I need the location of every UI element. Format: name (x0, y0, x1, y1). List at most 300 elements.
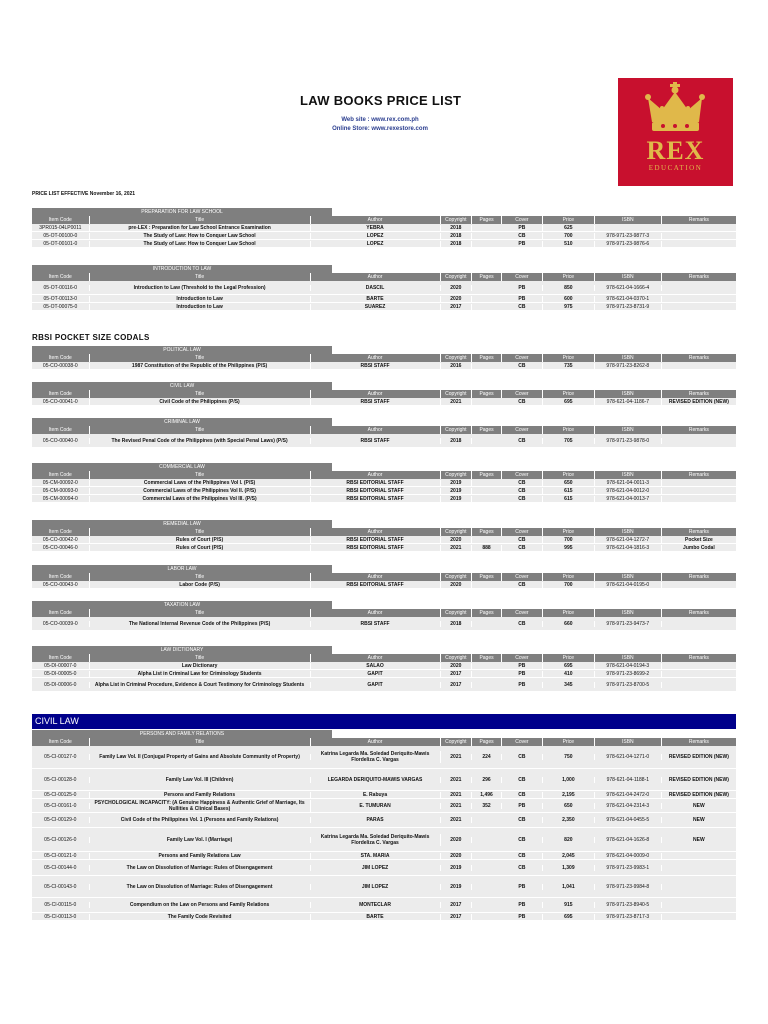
table-row (32, 224, 736, 232)
section-preparation-for-law-school (32, 208, 736, 248)
cell-author: RBSI STAFF (311, 399, 441, 405)
cell-item-code: 05-DI-00005-0 (32, 671, 90, 677)
column-header-author: Author (311, 471, 441, 479)
cell-copyright: 2021 (441, 754, 473, 760)
column-header-cover: Cover (502, 426, 543, 434)
column-header-title: Title (90, 609, 311, 617)
cell-pages: 888 (472, 545, 502, 551)
cell-author: STA. MARIA (311, 853, 441, 859)
cell-copyright: 2018 (441, 621, 473, 627)
column-header-pages: Pages (472, 609, 502, 617)
column-header-isbn: ISBN (595, 273, 662, 281)
cell-cover: PB (502, 884, 543, 890)
cell-price: 600 (543, 296, 595, 302)
table-row (32, 860, 736, 876)
table-row (32, 791, 736, 799)
column-header-price: Price (543, 573, 595, 581)
column-header-remarks: Remarks (688, 391, 709, 397)
table-header (32, 471, 736, 479)
table-row (32, 398, 736, 406)
cell-cover: CB (502, 399, 543, 405)
cell-title: Family Law Vol. III (Children) (90, 777, 311, 783)
table-row (32, 303, 736, 311)
column-header-remarks: Remarks (688, 472, 709, 478)
section-persons-and-family-relations (32, 730, 736, 921)
column-header-copyright: Copyright (441, 609, 473, 617)
cell-price: 345 (543, 682, 595, 688)
cell-item-code: 05-OT-00100-0 (32, 233, 90, 239)
column-header-isbn: ISBN (595, 216, 662, 224)
column-header-isbn: ISBN (595, 390, 662, 398)
cell-isbn: 978-621-04-1626-8 (595, 837, 662, 843)
cell-isbn: 978-971-23-8940-5 (595, 902, 662, 908)
cell-cover: CB (502, 488, 543, 494)
table-header (32, 573, 736, 581)
effective-date: PRICE LIST EFFECTIVE November 16, 2021 (32, 191, 136, 197)
cell-item-code: 05-CO-00046-0 (32, 545, 90, 551)
logo-wordmark: REX (646, 136, 705, 165)
cell-cover: PB (502, 902, 543, 908)
cell-price: 625 (543, 225, 595, 231)
column-header-remarks: Remarks (688, 274, 709, 280)
cell-remarks: Jumbo Codal (683, 544, 715, 551)
column-header-remarks: Remarks (688, 739, 709, 745)
column-header-item-code: Item Code (32, 426, 90, 434)
cell-author: RBSI EDITORIAL STAFF (311, 496, 441, 502)
cell-item-code: 05-OT-00116-0 (32, 285, 90, 291)
column-header-author: Author (311, 738, 441, 746)
cell-title: pre-LEX : Preparation for Law School Entrance Examination (90, 225, 311, 231)
cell-author: RBSI EDITORIAL STAFF (311, 582, 441, 588)
cell-item-code: 05-OT-00113-0 (32, 296, 90, 302)
section-label-row (32, 346, 736, 354)
column-header-item-code: Item Code (32, 654, 90, 662)
cell-cover: PB (502, 225, 543, 231)
section-label: TAXATION LAW (32, 601, 332, 609)
cell-isbn: 978-621-04-1188-1 (595, 777, 662, 783)
cell-isbn: 978-621-04-0013-7 (595, 496, 662, 502)
cell-pages: 1,496 (472, 792, 502, 798)
column-header-isbn: ISBN (595, 426, 662, 434)
section-remedial-law (32, 520, 736, 552)
table-header (32, 654, 736, 662)
column-header-pages: Pages (472, 354, 502, 362)
cell-title: The Law on Dissolution of Marriage: Rules of Disengagement (90, 865, 311, 871)
cell-cover: CB (502, 582, 543, 588)
cell-copyright: 2017 (441, 304, 473, 310)
table-row (32, 913, 736, 921)
column-header-copyright: Copyright (441, 471, 473, 479)
cell-author: LOPEZ (311, 241, 441, 247)
column-header-item-code: Item Code (32, 609, 90, 617)
column-header-remarks: Remarks (688, 355, 709, 361)
column-header-pages: Pages (472, 471, 502, 479)
column-header-author: Author (311, 654, 441, 662)
cell-item-code: 05-CI-00144-0 (32, 865, 90, 871)
cell-copyright: 2019 (441, 488, 473, 494)
column-header-title: Title (90, 390, 311, 398)
column-header-cover: Cover (502, 354, 543, 362)
cell-title: Persons and Family Relations (90, 792, 311, 798)
cell-isbn: 978-621-04-0195-0 (595, 582, 662, 588)
table-row (32, 852, 736, 860)
cell-author: RBSI STAFF (311, 363, 441, 369)
table-row (32, 746, 736, 769)
cell-author: RBSI EDITORIAL STAFF (311, 537, 441, 543)
cell-item-code: 05-CI-00121-0 (32, 853, 90, 859)
column-header-isbn: ISBN (595, 609, 662, 617)
cell-author: RBSI EDITORIAL STAFF (311, 488, 441, 494)
column-header-isbn: ISBN (595, 354, 662, 362)
cell-item-code: 05-CM-00093-0 (32, 488, 90, 494)
cell-cover: CB (502, 777, 543, 783)
cell-author: RBSI EDITORIAL STAFF (311, 545, 441, 551)
cell-title: Rules of Court (P/S) (90, 537, 311, 543)
column-header-author: Author (311, 609, 441, 617)
cell-copyright: 2017 (441, 914, 473, 920)
cell-title: The Family Code Revisited (90, 914, 311, 920)
section-law-dictionary (32, 646, 736, 692)
cell-item-code: 05-OT-00101-0 (32, 241, 90, 247)
table-row (32, 581, 736, 589)
section-label: CIVIL LAW (32, 382, 332, 390)
cell-author: Katrina Legarda Ma. Soledad Deriquito-Mawis Flordeliza C. Vargas (311, 834, 441, 846)
cell-author: GAPIT (311, 682, 441, 688)
cell-remarks: REVISED EDITION (NEW) (668, 398, 729, 405)
cell-isbn: 978-971-23-9473-7 (595, 621, 662, 627)
cell-item-code: 05-CI-00125-0 (32, 792, 90, 798)
cell-isbn: 978-971-23-8731-9 (595, 304, 662, 310)
cell-isbn: 978-621-04-0370-1 (595, 296, 662, 302)
table-header (32, 390, 736, 398)
column-header-author: Author (311, 273, 441, 281)
cell-cover: PB (502, 285, 543, 291)
column-header-title: Title (90, 273, 311, 281)
cell-price: 700 (543, 233, 595, 239)
section-label-row (32, 730, 736, 738)
column-header-author: Author (311, 426, 441, 434)
table-row (32, 487, 736, 495)
cell-author: E. TUMURAN (311, 803, 441, 809)
column-header-cover: Cover (502, 573, 543, 581)
cell-price: 705 (543, 438, 595, 444)
cell-item-code: 05-CO-00039-0 (32, 621, 90, 627)
cell-item-code: 05-CO-00043-0 (32, 582, 90, 588)
column-header-item-code: Item Code (32, 390, 90, 398)
cell-price: 820 (543, 837, 595, 843)
cell-price: 735 (543, 363, 595, 369)
cell-title: Introduction to Law (90, 296, 311, 302)
cell-copyright: 2020 (441, 663, 473, 669)
cell-isbn: 978-621-04-1272-7 (595, 537, 662, 543)
table-row (32, 769, 736, 791)
section-introduction-to-law (32, 265, 736, 311)
table-row (32, 617, 736, 631)
table-row (32, 281, 736, 295)
cell-title: The Study of Law: How to Conquer Law School (90, 233, 311, 239)
cell-cover: CB (502, 837, 543, 843)
cell-copyright: 2017 (441, 671, 473, 677)
cell-item-code: 05-DI-00006-0 (32, 682, 90, 688)
table-row (32, 799, 736, 813)
cell-price: 700 (543, 582, 595, 588)
cell-title: Labor Code (P/S) (90, 582, 311, 588)
cell-title: Commercial Laws of the Philippines Vol III. (P/S) (90, 496, 311, 502)
cell-remarks: NEW (693, 836, 705, 843)
table-row (32, 240, 736, 248)
cell-isbn: 978-971-23-9877-3 (595, 233, 662, 239)
page-title: LAW BOOKS PRICE LIST (300, 93, 462, 108)
column-header-cover: Cover (502, 273, 543, 281)
cell-isbn: 978-621-04-0009-0 (595, 853, 662, 859)
cell-copyright: 2020 (441, 296, 473, 302)
cell-copyright: 2021 (441, 792, 473, 798)
cell-copyright: 2020 (441, 537, 473, 543)
cell-isbn: 978-621-04-1666-4 (595, 285, 662, 291)
column-header-cover: Cover (502, 471, 543, 479)
civil-law-heading: CIVIL LAW (32, 714, 736, 729)
cell-isbn: 978-621-04-0012-0 (595, 488, 662, 494)
cell-title: The Revised Penal Code of the Philippines (with Special Penal Laws) (P/S) (90, 438, 311, 444)
cell-title: Family Law Vol. I (Marriage) (90, 837, 311, 843)
section-label: CRIMINAL LAW (32, 418, 332, 426)
cell-cover: CB (502, 754, 543, 760)
cell-item-code: 05-CI-00126-0 (32, 837, 90, 843)
cell-cover: CB (502, 496, 543, 502)
cell-author: BARTE (311, 914, 441, 920)
cell-isbn: 978-621-04-1271-0 (595, 754, 662, 760)
section-label-row (32, 601, 736, 609)
table-row (32, 232, 736, 240)
cell-isbn: 978-621-04-1186-7 (595, 399, 662, 405)
cell-author: GAPIT (311, 671, 441, 677)
section-criminal-law (32, 418, 736, 448)
table-row (32, 479, 736, 487)
cell-cover: PB (502, 663, 543, 669)
table-header (32, 426, 736, 434)
table-row (32, 678, 736, 692)
cell-price: 850 (543, 285, 595, 291)
column-header-remarks: Remarks (688, 217, 709, 223)
column-header-pages: Pages (472, 216, 502, 224)
table-row (32, 434, 736, 448)
cell-title: Alpha List in Criminal Procedure, Evidence & Court Testimony for Criminology Students (90, 682, 311, 688)
section-label: COMMERCIAL LAW (32, 463, 332, 471)
cell-copyright: 2017 (441, 682, 473, 688)
column-header-copyright: Copyright (441, 216, 473, 224)
cell-copyright: 2020 (441, 837, 473, 843)
column-header-cover: Cover (502, 390, 543, 398)
cell-title: Rules of Court (P/S) (90, 545, 311, 551)
cell-title: Commercial Laws of the Philippines Vol I. (P/S) (90, 480, 311, 486)
cell-cover: CB (502, 438, 543, 444)
cell-item-code: 3PR015-04LP0011 (32, 225, 90, 231)
cell-price: 695 (543, 399, 595, 405)
section-label-row (32, 265, 736, 273)
cell-cover: CB (502, 792, 543, 798)
table-row (32, 813, 736, 828)
column-header-copyright: Copyright (441, 573, 473, 581)
cell-copyright: 2021 (441, 817, 473, 823)
cell-item-code: 05-CI-00161-0 (32, 803, 90, 809)
table-header (32, 273, 736, 281)
column-header-isbn: ISBN (595, 528, 662, 536)
column-header-item-code: Item Code (32, 573, 90, 581)
web-links (300, 116, 460, 134)
section-label-row (32, 520, 736, 528)
column-header-cover: Cover (502, 528, 543, 536)
column-header-title: Title (90, 216, 311, 224)
cell-isbn: 978-971-23-9984-8 (595, 884, 662, 890)
cell-cover: CB (502, 621, 543, 627)
cell-price: 695 (543, 914, 595, 920)
cell-author: RBSI STAFF (311, 438, 441, 444)
cell-title: Commercial Laws of the Philippines Vol II. (P/S) (90, 488, 311, 494)
section-commercial-law (32, 463, 736, 503)
cell-title: The National Internal Revenue Code of the Philippines (P/S) (90, 621, 311, 627)
cell-author: BARTE (311, 296, 441, 302)
column-header-remarks: Remarks (688, 529, 709, 535)
cell-item-code: 05-CM-00094-0 (32, 496, 90, 502)
cell-cover: PB (502, 671, 543, 677)
column-header-title: Title (90, 528, 311, 536)
table-header (32, 528, 736, 536)
column-header-cover: Cover (502, 216, 543, 224)
cell-isbn: 978-971-23-9876-6 (595, 241, 662, 247)
cell-cover: CB (502, 853, 543, 859)
column-header-pages: Pages (472, 528, 502, 536)
cell-item-code: 05-CO-00040-0 (32, 438, 90, 444)
cell-price: 1,041 (543, 884, 595, 890)
column-header-item-code: Item Code (32, 273, 90, 281)
cell-price: 1,309 (543, 865, 595, 871)
cell-title: Law Dictionary (90, 663, 311, 669)
cell-copyright: 2018 (441, 225, 473, 231)
cell-pages: 296 (472, 777, 502, 783)
table-row (32, 495, 736, 503)
cell-author: SUAREZ (311, 304, 441, 310)
table-row (32, 670, 736, 678)
column-header-title: Title (90, 354, 311, 362)
cell-copyright: 2021 (441, 399, 473, 405)
cell-author: RBSI STAFF (311, 621, 441, 627)
table-header (32, 354, 736, 362)
cell-price: 695 (543, 663, 595, 669)
cell-author: DASCIL (311, 285, 441, 291)
column-header-price: Price (543, 609, 595, 617)
column-header-pages: Pages (472, 654, 502, 662)
cell-cover: PB (502, 682, 543, 688)
section-label: INTRODUCTION TO LAW (32, 265, 332, 273)
column-header-pages: Pages (472, 273, 502, 281)
section-label: REMEDIAL LAW (32, 520, 332, 528)
cell-copyright: 2018 (441, 241, 473, 247)
column-header-price: Price (543, 390, 595, 398)
column-header-cover: Cover (502, 654, 543, 662)
section-label: POLITICAL LAW (32, 346, 332, 354)
table-row (32, 898, 736, 913)
section-label: LAW DICTIONARY (32, 646, 332, 654)
column-header-price: Price (543, 216, 595, 224)
column-header-copyright: Copyright (441, 390, 473, 398)
cell-price: 660 (543, 621, 595, 627)
cell-copyright: 2019 (441, 480, 473, 486)
cell-isbn: 978-621-04-2472-0 (595, 792, 662, 798)
column-header-title: Title (90, 654, 311, 662)
store-link[interactable]: Online Store: www.rexestore.com (332, 126, 428, 132)
cell-author: JIM LOPEZ (311, 884, 441, 890)
column-header-title: Title (90, 573, 311, 581)
column-header-title: Title (90, 426, 311, 434)
cell-price: 2,045 (543, 853, 595, 859)
cell-pages: 352 (472, 803, 502, 809)
cell-copyright: 2018 (441, 233, 473, 239)
column-header-cover: Cover (502, 609, 543, 617)
cell-copyright: 2016 (441, 363, 473, 369)
cell-cover: CB (502, 480, 543, 486)
cell-cover: CB (502, 537, 543, 543)
cell-title: Persons and Family Relations Law (90, 853, 311, 859)
table-header (32, 738, 736, 746)
table-row (32, 662, 736, 670)
column-header-isbn: ISBN (595, 573, 662, 581)
section-label-row (32, 565, 736, 573)
cell-isbn: 978-971-23-8699-2 (595, 671, 662, 677)
rex-logo (618, 78, 733, 186)
column-header-price: Price (543, 654, 595, 662)
column-header-price: Price (543, 273, 595, 281)
column-header-author: Author (311, 528, 441, 536)
cell-item-code: 05-CO-00038-0 (32, 363, 90, 369)
pocket-codals-heading: RBSI POCKET SIZE CODALS (32, 333, 150, 342)
cell-author: JIM LOPEZ (311, 865, 441, 871)
column-header-copyright: Copyright (441, 354, 473, 362)
cell-remarks: NEW (693, 817, 705, 823)
cell-price: 650 (543, 803, 595, 809)
cell-copyright: 2017 (441, 902, 473, 908)
section-label-row (32, 418, 736, 426)
table-row (32, 362, 736, 370)
column-header-copyright: Copyright (441, 273, 473, 281)
cell-isbn: 978-971-23-8262-8 (595, 363, 662, 369)
column-header-isbn: ISBN (595, 654, 662, 662)
cell-remarks: NEW (693, 802, 705, 809)
table-row (32, 828, 736, 852)
cell-price: 975 (543, 304, 595, 310)
cell-copyright: 2019 (441, 884, 473, 890)
cell-price: 510 (543, 241, 595, 247)
section-political-law (32, 346, 736, 370)
section-label: PERSONS AND FAMILY RELATIONS (32, 730, 332, 738)
cell-cover: PB (502, 241, 543, 247)
cell-price: 615 (543, 496, 595, 502)
column-header-author: Author (311, 573, 441, 581)
cell-price: 1,000 (543, 777, 595, 783)
column-header-item-code: Item Code (32, 216, 90, 224)
cell-title: Compendium on the Law on Persons and Family Relations (90, 902, 311, 908)
cell-author: SALAO (311, 663, 441, 669)
cell-cover: PB (502, 914, 543, 920)
cell-copyright: 2021 (441, 777, 473, 783)
cell-price: 410 (543, 671, 595, 677)
column-header-price: Price (543, 426, 595, 434)
website-link[interactable]: Web site : www.rex.com.ph (341, 117, 419, 123)
cell-price: 700 (543, 537, 595, 543)
cell-title: Family Law Vol. II (Conjugal Property of Gains and Absolute Community of Property) (90, 754, 311, 760)
cell-isbn: 978-971-23-8700-5 (595, 682, 662, 688)
section-civil-law (32, 382, 736, 406)
section-label: PREPARATION FOR LAW SCHOOL (32, 208, 332, 216)
